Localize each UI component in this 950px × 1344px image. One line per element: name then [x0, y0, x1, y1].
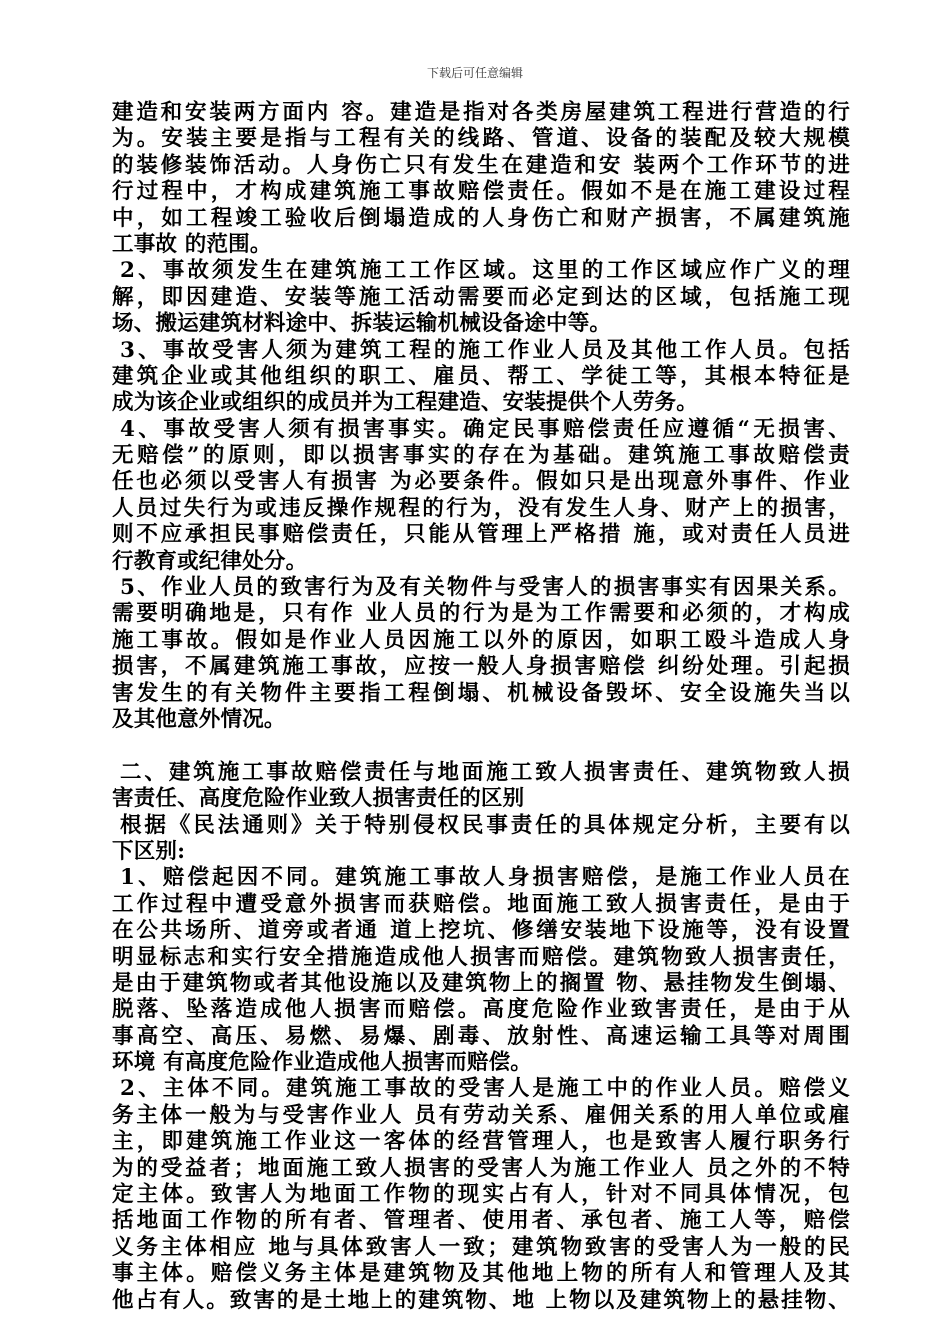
text-line: 害发生的有关物件主要指工程倒塌、机械设备毁坏、安全设施失当以: [112, 680, 850, 706]
text-line: 脱落、坠落造成他人损害而赔偿。高度危险作业致害责任，是由于从: [112, 997, 850, 1023]
text-line: 无赔偿”的原则，即以损害事实的存在为基础。建筑施工事故赔偿责: [112, 443, 850, 469]
text-line: 施工事故。假如是作业人员因施工以外的原因，如职工殴斗造成人身: [112, 627, 850, 653]
text-line: 环境 有高度危险作业造成他人损害而赔偿。: [112, 1050, 532, 1076]
text-line: 5、作业人员的致害行为及有关物件与受害人的损害事实有因果关系。: [120, 575, 850, 601]
text-line: 建筑企业或其他组织的职工、雇员、帮工、学徒工等，其根本特征是: [112, 363, 850, 389]
text-line: 他占有人。致害的是土地上的建筑物、地 上物以及建筑物上的悬挂物、: [112, 1287, 850, 1313]
text-line: 是由于建筑物或者其他设施以及建筑物上的搁置 物、悬挂物发生倒塌、: [112, 970, 850, 996]
text-line: 事高空、高压、易燃、易爆、剧毒、放射性、高速运输工具等对周围: [112, 1023, 850, 1049]
text-line: 2、事故须发生在建筑施工工作区域。这里的工作区域应作广义的理: [120, 258, 850, 284]
text-line: 2、主体不同。建筑施工事故的受害人是施工中的作业人员。赔偿义: [120, 1076, 850, 1102]
text-line: 中，如工程竣工验收后倒塌造成的人身伤亡和财产损害，不属建筑施: [112, 205, 850, 231]
text-line: 下区别:: [112, 838, 186, 864]
text-line: 的装修装饰活动。人身伤亡只有发生在建造和安 装两个工作环节的进: [112, 152, 850, 178]
page-header: 下载后可任意编辑: [426, 66, 523, 80]
text-line: 工作过程中遭受意外损害而获赔偿。地面施工致人损害责任，是由于: [112, 891, 850, 917]
blank-line: [112, 733, 850, 759]
text-line: 为。安装主要是指与工程有关的线路、管道、设备的装配及较大规模: [112, 126, 850, 152]
text-line: 括地面工作物的所有者、管理者、使用者、承包者、施工人等，赔偿: [112, 1208, 850, 1234]
text-line: 害责任、高度危险作业致人损害责任的区别: [112, 786, 525, 812]
text-line: 为的受益者；地面施工致人损害的受害人为施工作业人 员之外的不特: [112, 1155, 850, 1181]
text-line: 人员过失行为或违反操作规程的行为，没有发生人身、财产上的损害，: [112, 495, 850, 521]
text-line: 行过程中，才构成建筑施工事故赔偿责任。假如不是在施工建设过程: [112, 179, 850, 205]
text-line: 主，即建筑施工作业这一客体的经营管理人，也是致害人履行职务行: [112, 1129, 850, 1155]
document-body: [112, 100, 850, 1314]
text-line: 建造和安装两方面内 容。建造是指对各类房屋建筑工程进行营造的行: [112, 100, 850, 125]
text-line: 及其他意外情况。: [112, 706, 286, 732]
text-line: 二、建筑施工事故赔偿责任与地面施工致人损害责任、建筑物致人损: [120, 759, 850, 785]
text-line: 明显标志和实行安全措施造成他人损害而赔偿。建筑物致人损害责任，: [112, 944, 850, 970]
text-line: 3、事故受害人须为建筑工程的施工作业人员及其他工作人员。包括: [120, 337, 850, 363]
text-line: 事主体。赔偿义务主体是建筑物及其他地上物的所有人和管理人及其: [112, 1261, 850, 1287]
text-line: 成为该企业或组织的成员并为工程建造、安装提供个人劳务。: [112, 390, 698, 416]
text-line: 在公共场所、道旁或者通 道上挖坑、修缮安装地下设施等，没有设置: [112, 918, 850, 944]
text-line: 定主体。致害人为地面工作物的现实占有人，针对不同具体情况，包: [112, 1182, 850, 1208]
text-line: 义务主体相应 地与具体致害人一致；建筑物致害的受害人为一般的民: [112, 1234, 850, 1260]
text-line: 行教育或纪律处分。: [112, 548, 308, 574]
text-line: 任也必须以受害人有损害 为必要条件。假如只是出现意外事件、作业: [112, 469, 850, 495]
text-line: 解，即因建造、安装等施工活动需要而必定到达的区域，包括施工现: [112, 284, 850, 310]
text-line: 需要明确地是，只有作 业人员的行为是为工作需要和必须的，才构成: [112, 601, 850, 627]
text-line: 场、搬运建筑材料途中、拆装运输机械设备途中等。: [112, 311, 612, 337]
text-line: 则不应承担民事赔偿责任，只能从管理上严格措 施，或对责任人员进: [112, 522, 850, 548]
text-line: 根据《民法通则》关于特别侵权民事责任的具体规定分析，主要有以: [120, 812, 850, 838]
text-line: 务主体一般为与受害作业人 员有劳动关系、雇佣关系的用人单位或雇: [112, 1102, 850, 1128]
text-line: 工事故 的范围。: [112, 231, 272, 257]
text-line: 4、事故受害人须有损害事实。确定民事赔偿责任应遵循“无损害、: [120, 416, 850, 442]
text-line: 1、赔偿起因不同。建筑施工事故人身损害赔偿，是施工作业人员在: [120, 865, 850, 891]
text-line: 损害，不属建筑施工事故，应按一般人身损害赔偿 纠纷处理。引起损: [112, 654, 850, 680]
